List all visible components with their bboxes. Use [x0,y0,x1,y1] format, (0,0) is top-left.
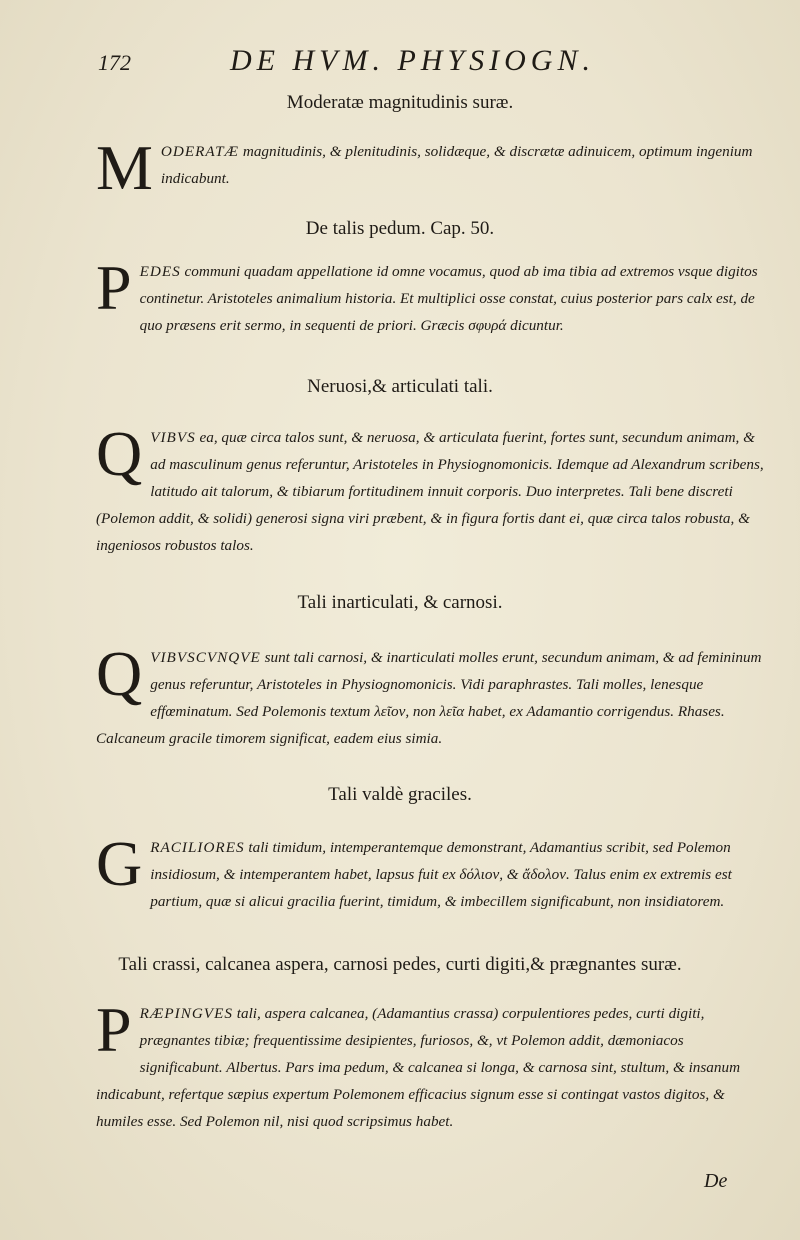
drop-cap: P [96,994,132,1065]
section-paragraph [96,252,764,339]
section-paragraph [96,994,764,1135]
lead-word: EDES [139,263,181,280]
drop-cap: M [96,132,153,203]
section-heading: Tali inarticulati, & carnosi. [297,592,503,613]
lead-word: RACILIORES [150,839,245,856]
section-paragraph [96,132,764,203]
section-heading: Neruosi,& articulati tali. [307,376,493,397]
lead-word: ODERATÆ [160,143,240,160]
paragraph-text: communi quadam appellatione id omne vocamus, quod ab ima tibia ad extremos vsque digitos continetur. Aristoteles animalium historia. Et multiplici osse constat, cuius posterior pars calx est, de quo præsens erit sermo, in sequenti de priori. Græcis σφυρά dicuntur. [139,263,758,334]
section-heading: Tali valdè graciles. [328,784,472,805]
section-paragraph [96,828,764,915]
drop-cap: Q [96,418,143,489]
lead-word: VIBVS [150,429,196,446]
section-heading: Moderatæ magnitudinis suræ. [286,92,514,113]
section-heading: De talis pedum. Cap. 50. [305,218,495,239]
lead-word: VIBVSCVNQVE [150,649,261,666]
lead-word: RÆPINGVES [139,1005,233,1022]
section-paragraph [96,638,764,752]
drop-cap: G [96,828,143,899]
drop-cap: P [96,252,132,323]
section-paragraph [96,418,764,559]
paragraph-text: magnitudinis, & plenitudinis, solidæque, & discrætæ adinuicem, optimum ingenium indicabunt. [160,143,753,187]
paragraph-text: tali, aspera calcanea, (Adamantius crassa) corpulentiores pedes, curti digiti, prægnantes tibiæ; frequentissime desipientes, furiosos, &, vt Polemon addit, dæmoniacos significabunt. Albertus. Pars ima pedum, & calcanea si longa, & carnosa sint, stultum, & insanum indicabunt, refertque sæpius expertum Polemonem efficacius signum esse si contingat vastos digitos, & humiles esse. Sed Polemon nil, nisi quod scripsimus habet. [96,1005,741,1130]
drop-cap: Q [96,638,143,709]
paragraph-text: sunt tali carnosi, & inarticulati molles erunt, secundum animam, & ad femininum genus referuntur, Aristoteles in Physiognomonicis. Vidi paraphrastes. Tali molles, lenesque effœminatum. Sed Polemonis textum λεῖον, non λεῖα habet, ex Adamantio corrigendus. Rhases. Calcaneum gracile timorem significat, eadem eius simia. [96,649,762,747]
section-heading: Tali crassi, calcanea aspera, carnosi pedes, curti digiti,& prægnantes suræ. [118,954,682,975]
catchword: De [704,1170,728,1192]
paragraph-text: tali timidum, intemperantemque demonstrant, Adamantius scribit, sed Polemon insidiosum, & intemperantem habet, lapsus fuit ex δόλιον, & ἄδολον. Talus enim ex extremis est partium, quæ si alicui gracilia fuerint, timidum, & imbecillem significabunt, non insidiatorem. [150,839,732,910]
page-number: 172 [98,50,131,75]
paragraph-text: ea, quæ circa talos sunt, & neruosa, & articulata fuerint, fortes sunt, secundum animam, & ad masculinum genus referuntur, Aristoteles in Physiognomonicis. Idemque ad Alexandrum scribens, latitudo ait talorum, & tibiarum fortitudinem innuit corporis. Duo interpretes. Tali bene discreti (Polemon addit, & solidi) generosi signa viri præbent, & in figura fortis dant ei, quæ circa talos robusta, & ingeniosos robustos talos. [96,429,764,554]
running-head [98,42,718,82]
running-title: DE HVM. PHYSIOGN. [230,44,595,77]
